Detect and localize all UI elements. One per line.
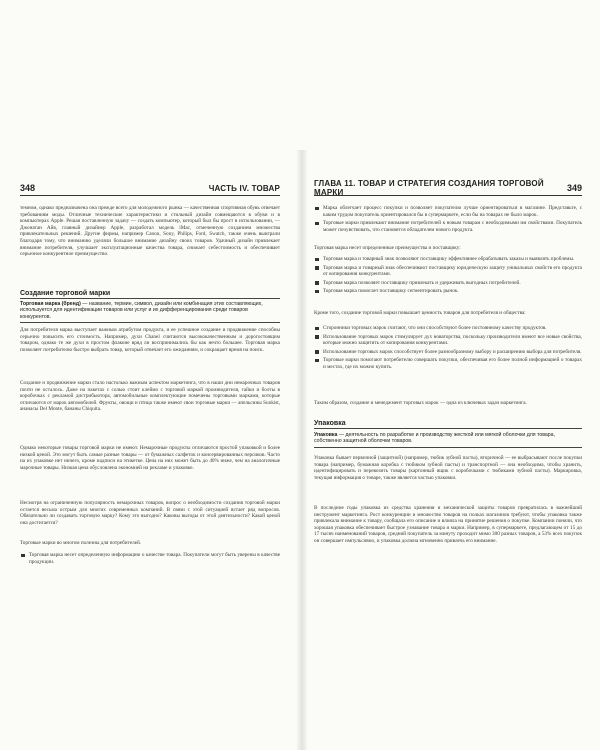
right-bullet-item: Торговая марка позволяет поставщику привлекать и удерживать выгодных потребителей. <box>314 280 582 287</box>
left-section-title: Создание торговой марки <box>20 290 280 299</box>
left-intro-text: темном, однако предназначена она прежде всего для молодежного рынка — качественная спортивная обувь отвечает требованиям моды. Отличные технические характеристики и стильный дизайн совмещаются в обуви и в компьютерах Apple. Решая поставленную задачу — создать компьютер, который был бы прост в использовании, — Джонатан Айв, главный дизайнер Apple, разработал модель iMac, отмеченную созданием множества привлекательных решений. Другие фирмы, например Canon, Sony, Philips, Ford, Swatch, также очень выиграли благодаря тому, что вниманию уделяли большое внимание дизайну своих товаров. Удачный дизайн привлекает внимание потребителя, улучшает эксплуатационные качества товара, снижает себестоимость и обеспечивает серьезное конкурентное преимущество. <box>20 205 280 258</box>
left-body-text-1: Для потребителя марка выступает важным атрибутом продукта, и ее успешное создание и продвижение способны серьезно повысить его стоимость. Например, духи Chanel считаются высококачественным и дорогостоящим товаром, однако те же духи в простом флаконе вряд ли воспринимались бы как нечто большее. Торговая марка позволяет потребителю быстро выбрать товар, который отвечает его ожиданиям, и сокращает время на поиск. <box>20 327 280 353</box>
right-bullet-item: Использование торговых марок способствует более разнообразному выбору и расширению выбора для потребителя. <box>314 349 582 356</box>
right-bullet-item: Торговая марка помогает поставщику сегментировать рынок. <box>314 288 582 295</box>
right-bullet-item: Торговая марка и товарный знак позволяют поставщику эффективнее обрабатывать заказы и выявлять проблемы. <box>314 256 582 263</box>
right-bullet-item: Использование торговых марок стимулирует дух новаторства, поскольку производители имеют все новые свойства, которые можно защитить от копирования конкурентами. <box>314 334 582 347</box>
right-running-head: ГЛАВА 11. ТОВАР И СТРАТЕГИЯ СОЗДАНИЯ ТОРГОВОЙ МАРКИ <box>314 179 544 197</box>
left-page-header <box>20 181 280 196</box>
left-page-number: 348 <box>20 183 36 193</box>
right-section-title: Упаковка <box>314 420 582 429</box>
right-bullet-list-2 <box>314 256 582 297</box>
right-bullet-list-1 <box>314 205 582 235</box>
right-bullet-item: Марка облегчает процесс покупки и позволяет покупателю лучше ориентироваться в магазине. Представьте, с каким трудом покупатель ориентировался бы в супермаркете, если бы на товарах не было марок. <box>314 205 582 218</box>
right-bullet-item: Сторонники торговых марок считают, что они способствуют более постоянному качеству продуктов. <box>314 325 582 332</box>
left-definition <box>20 301 280 323</box>
right-para-1: Торговая марка несет определенные преимущества и поставщику: <box>314 245 461 251</box>
left-definition-text: — название, термин, символ, дизайн или комбинация этих составляющих, используется для идентификации товаров или услуг и их дифференцирования среди товаров конкурентов. <box>20 301 263 320</box>
right-definition-term: Упаковка <box>314 432 338 438</box>
right-body-text-1: Упаковка бывает первичной (защитной) (например, тюбик зубной пасты), вторичной — ее выбрасывают после покупки товара (например, бумажная коробка с тюбиком зубной пасты) и транспортной — она необходима, чтобы хранить, идентифицировать и перевозить товары (картонный ящик с коробочками с тюбиками зубной пасты). Маркировка, текущая информация о товаре, также является частью упаковки. <box>314 455 582 481</box>
left-bullet-item: Торговая марка несет определенную информацию о качестве товара. Покупатели могут быть уверены в качестве продукции. <box>20 552 280 565</box>
left-bullet-list <box>20 552 280 567</box>
right-definition <box>314 432 582 448</box>
left-running-head: ЧАСТЬ IV. ТОВАР <box>208 183 280 193</box>
right-page-header <box>314 181 582 196</box>
left-body-text-5: Торговые марки во многом полезны для потребителей. <box>20 540 142 546</box>
right-bullet-item: Торговые марки помогают потребителю совершать покупки, обеспечивая его более полной информацией о товарах и местах, где их можно купить. <box>314 357 582 370</box>
left-body-text-4: Несмотря на ограниченную популярность немарочных товаров, вопрос о необходимости создания торговой марки остается весьма острым для многих современных компаний. В связи с этой ситуацией встает ряд вопросов. Обязательно ли создавать торговую марку? Кому это выгодно? Каковы выгоды от этой деятельности? Какой ценой она достигается? <box>20 500 280 526</box>
right-para-2: Кроме того, создание торговой марки повышает ценность товаров для потребителя и общества: <box>314 310 526 316</box>
right-definition-text: — деятельность по разработке и производству жесткой или мягкой оболочки для товара, собственно защитной оболочки товаров. <box>314 432 555 445</box>
right-page-number: 349 <box>566 183 582 193</box>
left-body-text-2: Создание и продвижение марки стало настолько важным аспектом маркетинга, что в наши дни немарочных товаров почти не осталось. Даже на пакетах с солью стоит клеймо с торговой маркой производителя, гайки и болты в коробочках с рекламой дистрибьютора, автомобильные комплектующие помечены торговыми марками, которые отличаются от марок автомобилей. Фрукты, овощи и птица также имеют свои торговые марки — апельсины Sunkist, ананасы Del Monte, бананы Chiquita. <box>20 380 280 413</box>
right-body-text-2: В последние годы упаковка из средства хранения и механической защиты товаров превратилась в важнейший инструмент маркетинга. Рост конкуренции и множество товаров на полках магазинов требуют, чтобы упаковка также привлекала внимание к товару, сообщала его описание и влияла на принятие решения о покупке. Компании поняли, что хорошая упаковка обеспечивает быстрое узнавание товара и марки. Например, в супермаркете, предлагающем от 15 до 17 тысяч наименований товаров, средний покупатель за минуту проходит мимо 300 разных товаров, а 53% всех покупок он совершает импульсивно, и упаковка должна мгновенно привлечь его внимание. <box>314 505 582 544</box>
left-body-text-3: Однако некоторые товары торговой марки не имеют. Немарочные продукты отличаются простой упаковкой и более низкой ценой. Это могут быть самые разные товары — от бумажных салфеток и консервированных персиков. Часто на их упаковке нет ничего, кроме надписи на этикетке. Цена на них может быть до 40% ниже, чем на аналогичные марочные товары. Низкая цена обусловлена экономией на рекламе и упаковке. <box>20 445 280 471</box>
right-page <box>300 0 600 750</box>
right-para-3: Таким образом, создание и менеджмент торговых марок — одна из ключевых задач маркетинга. <box>314 400 527 406</box>
right-bullet-list-3 <box>314 325 582 373</box>
right-bullet-item: Торговая марка и товарный знак обеспечивают поставщику юридическую защиту уникальных свойств его продукта от копирования конкурентами. <box>314 265 582 278</box>
left-definition-term: Торговая марка (бренд) <box>20 301 81 307</box>
right-bullet-item: Торговые марки привлекают внимание потребителей к новым товарам с необходимыми им свойствами. Покупатель может почувствовать, что становится обладателем нового продукта. <box>314 220 582 233</box>
